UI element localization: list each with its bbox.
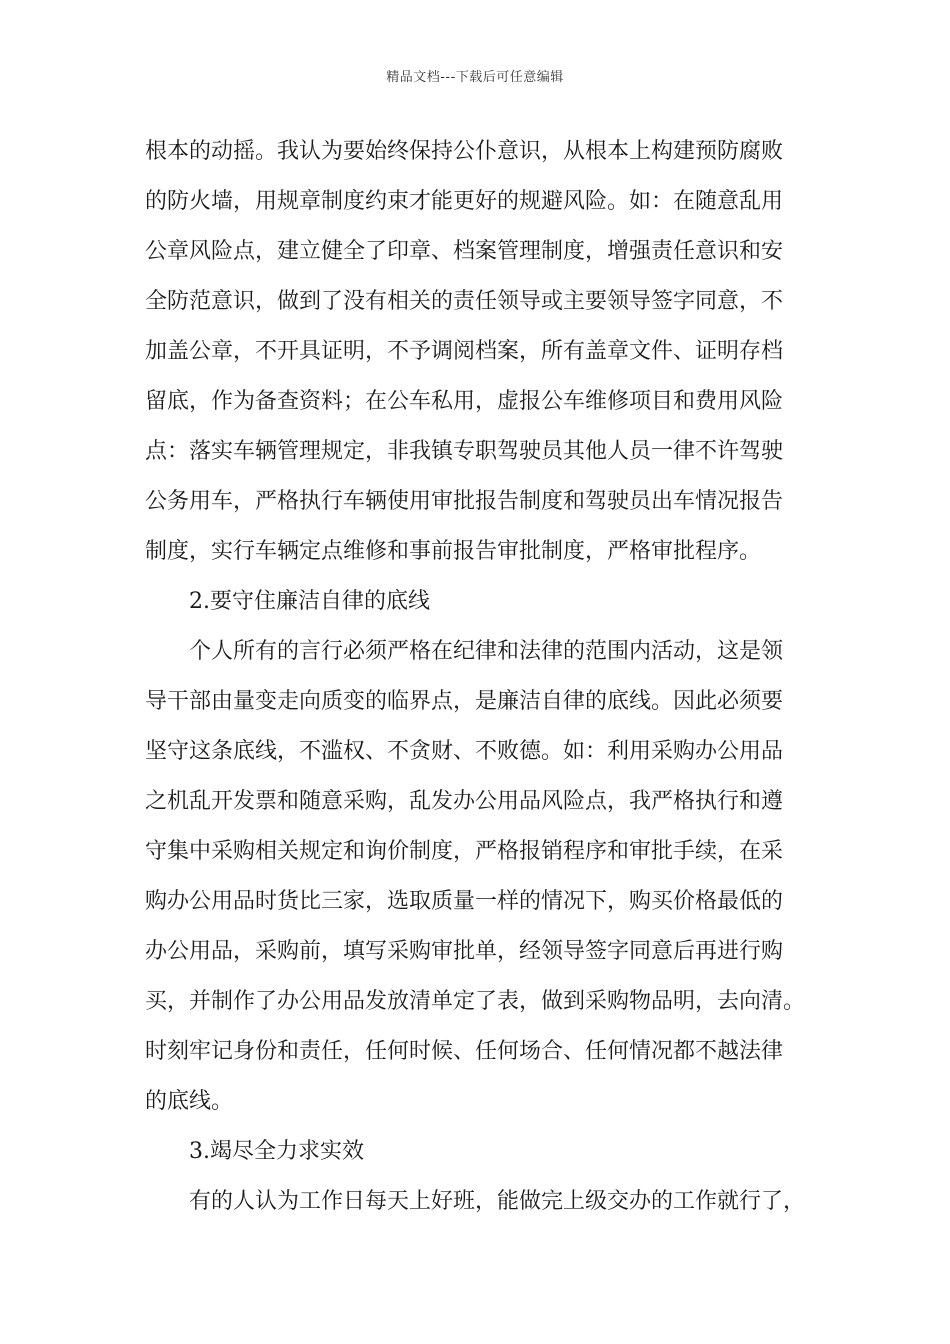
text-line: 公务用车，严格执行车辆使用审批报告制度和驾驶员出车情况报告: [145, 489, 784, 514]
text-line: 的底线。: [145, 1089, 234, 1114]
text-line: 公章风险点，建立健全了印章、档案管理制度，增强责任意识和安: [145, 239, 784, 264]
text-line: 根本的动摇。我认为要始终保持公仆意识，从根本上构建预防腐败: [145, 139, 784, 164]
text-line: 有的人认为工作日每天上好班，能做完上级交办的工作就行了，: [189, 1189, 806, 1214]
text-line: 制度，实行车辆定点维修和事前报告审批制度，严格审批程序。: [145, 539, 762, 564]
text-line: 守集中采购相关规定和询价制度，严格报销程序和审批手续，在采: [145, 839, 784, 864]
text-line: 时刻牢记身份和责任，任何时候、任何场合、任何情况都不越法律: [145, 1039, 784, 1064]
text-line: 留底，作为备查资料；在公车私用，虚报公车维修项目和费用风险: [145, 389, 784, 414]
section-heading: 2.要守住廉洁自律的底线: [189, 589, 430, 614]
page-header: 精品文档---下载后可任意编辑: [386, 70, 564, 85]
text-line: 之机乱开发票和随意采购，乱发办公用品风险点，我严格执行和遵: [145, 789, 784, 814]
text-line: 办公用品，采购前，填写采购审批单，经领导签字同意后再进行购: [145, 939, 784, 964]
document-body: [145, 127, 830, 1227]
text-line: 加盖公章，不开具证明，不予调阅档案，所有盖章文件、证明存档: [145, 339, 784, 364]
text-line: 导干部由量变走向质变的临界点，是廉洁自律的底线。因此必须要: [145, 689, 784, 714]
text-line: 的防火墙，用规章制度约束才能更好的规避风险。如：在随意乱用: [145, 189, 784, 214]
text-line: 坚守这条底线，不滥权、不贪财、不败德。如：利用采购办公用品: [145, 739, 784, 764]
section-heading: 3.竭尽全力求实效: [189, 1139, 364, 1164]
text-line: 购办公用品时货比三家，选取质量一样的情况下，购买价格最低的: [145, 889, 784, 914]
text-line: 点：落实车辆管理规定，非我镇专职驾驶员其他人员一律不许驾驶: [145, 439, 784, 464]
text-line: 个人所有的言行必须严格在纪律和法律的范围内活动，这是领: [189, 639, 784, 664]
text-line: 买，并制作了办公用品发放清单定了表，做到采购物品明，去向清。: [145, 989, 806, 1014]
text-line: 全防范意识，做到了没有相关的责任领导或主要领导签字同意，不: [145, 289, 784, 314]
